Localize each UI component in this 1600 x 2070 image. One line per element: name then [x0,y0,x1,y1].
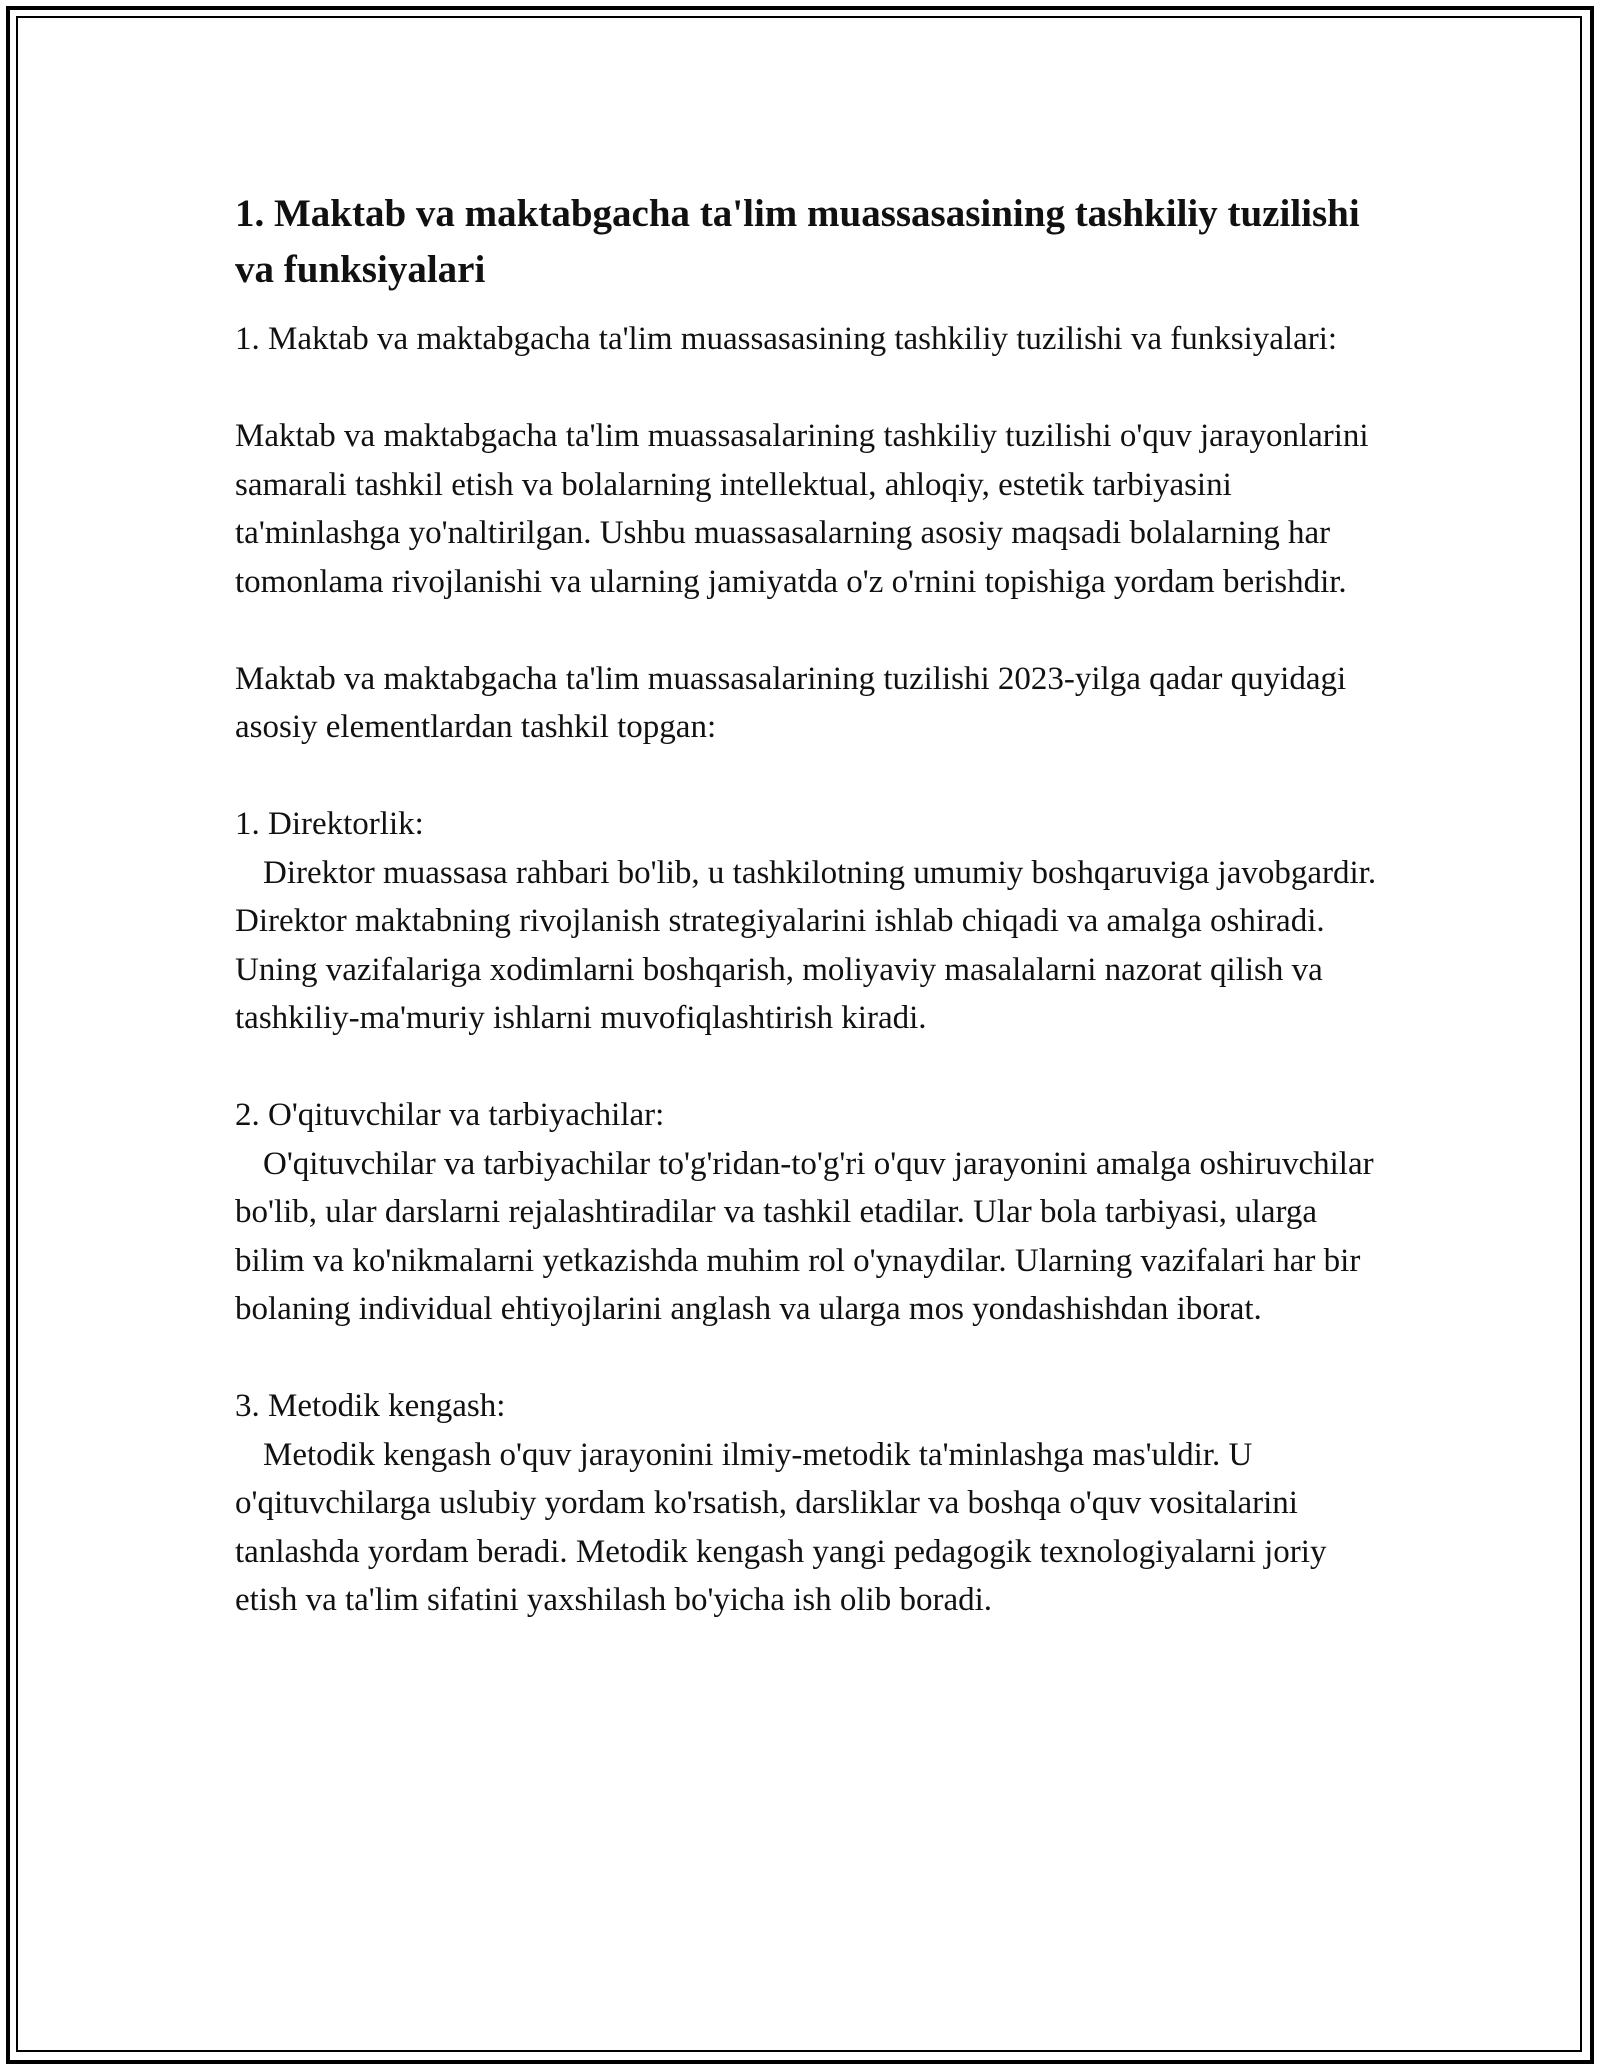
section-direktorlik [235,800,1385,1043]
document-body [235,186,1385,1625]
section-text: Metodik kengash o'quv jarayonini ilmiy-metodik ta'minlashga mas'uldir. U o'qituvchilarga uslubiy yordam ko'rsatish, darsliklar va boshqa o'quv vositalarini tanlashda yordam beradi. Metodik kengash yangi pedagogik texnologiyalarni joriy etish va ta'lim sifatini yaxshilash bo'yicha ish olib boradi. [235,1436,1327,1618]
paragraph-gap [235,364,1385,413]
section-heading: 2. O'qituvchilar va tarbiyachilar: [235,1097,665,1133]
intro-paragraph: 1. Maktab va maktabgacha ta'lim muassasasining tashkiliy tuzilishi va funksiyalari: [235,321,1338,357]
paragraph-gap [235,606,1385,655]
section-text: O'qituvchilar va tarbiyachilar to'g'ridan-to'g'ri o'quv jarayonini amalga oshiruvchilar bo'lib, ular darslarni rejalashtiradilar va tashkil etadilar. Ular bola tarbiyasi, ularga bilim va ko'nikmalarni yetkazishda muhim rol o'ynaydilar. Ularning vazifalari har bir bolaning individual ehtiyojlarini anglash va ularga mos yondashishdan iborat. [235,1145,1374,1327]
section-text-wrapper [235,1431,1385,1625]
section-text-wrapper [235,1140,1385,1334]
document-title: 1. Maktab va maktabgacha ta'lim muassasasining tashkiliy tuzilishi va funksiyalari [235,192,1360,291]
paragraph-gap [235,1043,1385,1092]
body-paragraph-1: Maktab va maktabgacha ta'lim muassasalarining tashkiliy tuzilishi o'quv jarayonlarini samarali tashkil etish va bolalarning intellektual, ahloqiy, estetik tarbiyasini ta'minlashga yo'naltirilgan. Ushbu muassasalarning asosiy maqsadi bolalarning har tomonlama rivojlanishi va ularning jamiyatda o'z o'rnini topishiga yordam berishdir. [235,418,1369,600]
section-oqituvchilar [235,1091,1385,1334]
section-metodik-kengash [235,1382,1385,1625]
section-text: Direktor muassasa rahbari bo'lib, u tashkilotning umumiy boshqaruviga javobgardir. Direktor maktabning rivojlanish strategiyalarini ishlab chiqadi va amalga oshiradi. Uning vazifalariga xodimlarni boshqarish, moliyaviy masalalarni nazorat qilish va tashkiliy-ma'muriy ishlarni muvofiqlashtirish kiradi. [235,854,1377,1036]
paragraph-gap [235,1334,1385,1383]
section-heading: 1. Direktorlik: [235,806,424,842]
section-text-wrapper [235,849,1385,1043]
paragraph-gap [235,752,1385,801]
body-paragraph-2: Maktab va maktabgacha ta'lim muassasalarining tuzilishi 2023-yilga qadar quyidagi asosiy elementlardan tashkil topgan: [235,660,1347,745]
section-heading: 3. Metodik kengash: [235,1388,506,1424]
